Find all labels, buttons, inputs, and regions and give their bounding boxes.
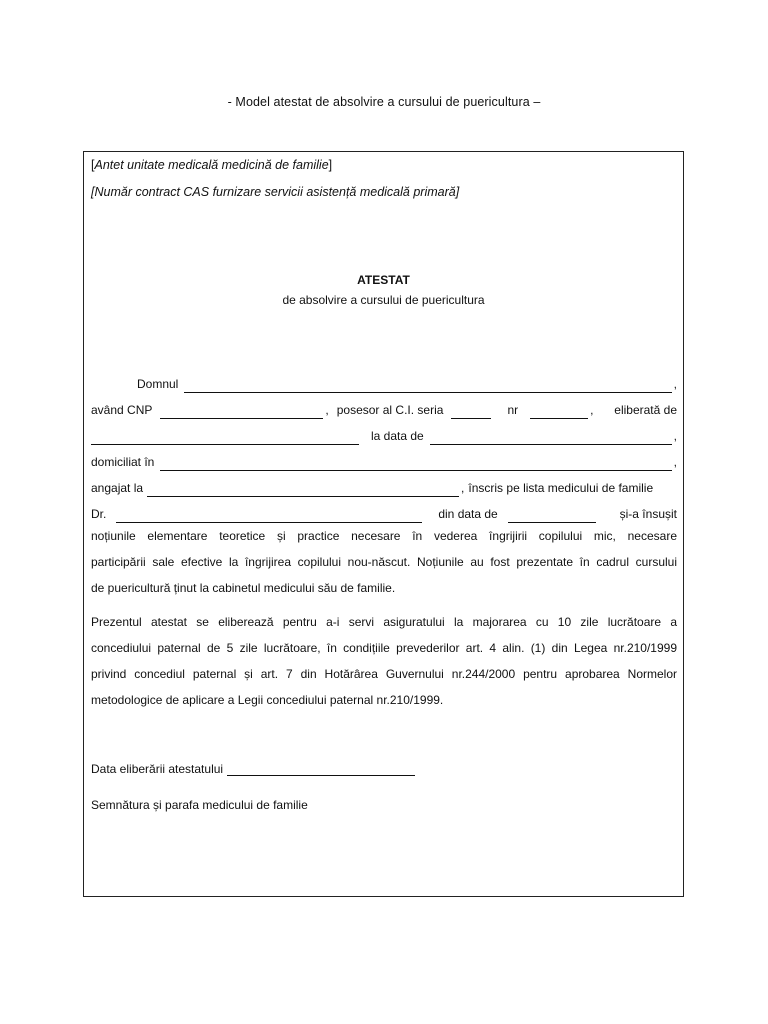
legal-text-line: metodologice de aplicare a Legii concediului paternal nr.210/1999.	[91, 693, 444, 707]
comma: ,	[461, 481, 465, 495]
legal-paragraph	[91, 609, 677, 713]
label-domnul: Domnul	[137, 377, 179, 391]
form-line-cnp	[91, 393, 677, 419]
ci-series-field[interactable]	[451, 405, 491, 419]
ci-number-field[interactable]	[530, 405, 588, 419]
issue-date-line	[91, 762, 417, 776]
label-din-data: din data de	[438, 507, 498, 521]
cnp-field[interactable]	[160, 405, 323, 419]
certificate-title: ATESTAT	[357, 273, 410, 287]
certificate-frame	[83, 151, 684, 897]
body-text-line: participării sale efective la îngrijirea copilului nou-născut. Noțiunile au fost prezentate în cadrul cursului	[91, 555, 677, 569]
label-domiciliat: domiciliat în	[91, 455, 155, 469]
certificate-body	[91, 367, 677, 713]
name-field[interactable]	[184, 379, 671, 393]
form-line-issuer	[91, 419, 677, 445]
issuer-field[interactable]	[91, 431, 359, 445]
contract-number-placeholder: [Număr contract CAS furnizare servicii asistență medicală primară]	[91, 185, 460, 199]
signature-label: Semnătura și parafa medicului de familie	[91, 798, 308, 812]
comma: ,	[325, 403, 329, 417]
body-text-line: de puericultură ținut la cabinetul medicului său de familie.	[91, 581, 396, 595]
legal-text-line: concediului paternal de 5 zile lucrătoare, în condițiile prevederilor art. 4 alin. (1) din Legea nr.210/1999	[91, 641, 677, 655]
legal-text-line: Prezentul atestat se eliberează pentru a-i servi asiguratului la majorarea cu 10 zile lucrătoare a	[91, 615, 677, 629]
certificate-heading	[84, 270, 683, 310]
label-avand-cnp: având CNP	[91, 403, 153, 417]
form-line-employer	[91, 471, 677, 497]
form-line-doctor	[91, 497, 677, 523]
label-eliberata: eliberată de	[614, 403, 677, 417]
comma: ,	[673, 377, 677, 391]
label-la-data-de: la data de	[371, 429, 424, 443]
form-line-address	[91, 445, 677, 471]
certificate-subtitle: de absolvire a cursului de puericultura	[282, 293, 485, 307]
registration-date-field[interactable]	[508, 509, 596, 523]
certificate-date-field[interactable]	[227, 762, 415, 776]
address-field[interactable]	[160, 457, 671, 471]
body-text-line: noțiunile elementare teoretice și practice necesare în vederea îngrijirii copilului mic, necesare	[91, 529, 677, 543]
label-data-eliberarii: Data eliberării atestatului	[91, 762, 224, 776]
employer-field[interactable]	[147, 483, 459, 497]
comma: ,	[673, 455, 677, 469]
legal-text-line: privind concediul paternal și art. 7 din Hotărârea Guvernului nr.244/2000 pentru aprobarea Normelor	[91, 667, 677, 681]
letterhead-placeholder: [Antet unitate medicală medicină de familie]	[91, 158, 333, 172]
label-angajat: angajat la	[91, 481, 144, 495]
label-si-a-insusit: și-a însușit	[619, 507, 677, 521]
form-line-name	[91, 367, 677, 393]
label-inscris: înscris pe lista medicului de familie	[468, 481, 654, 495]
doctor-name-field[interactable]	[116, 509, 422, 523]
label-dr: Dr.	[91, 507, 107, 521]
label-nr: nr	[507, 403, 519, 417]
page-title: - Model atestat de absolvire a cursului de puericultura –	[227, 95, 541, 109]
comma: ,	[673, 429, 677, 443]
comma: ,	[590, 403, 594, 417]
label-posesor: posesor al C.I. seria	[336, 403, 444, 417]
issue-date-field[interactable]	[430, 431, 672, 445]
letterhead-text: Antet unitate medicală medicină de familie	[94, 158, 329, 172]
